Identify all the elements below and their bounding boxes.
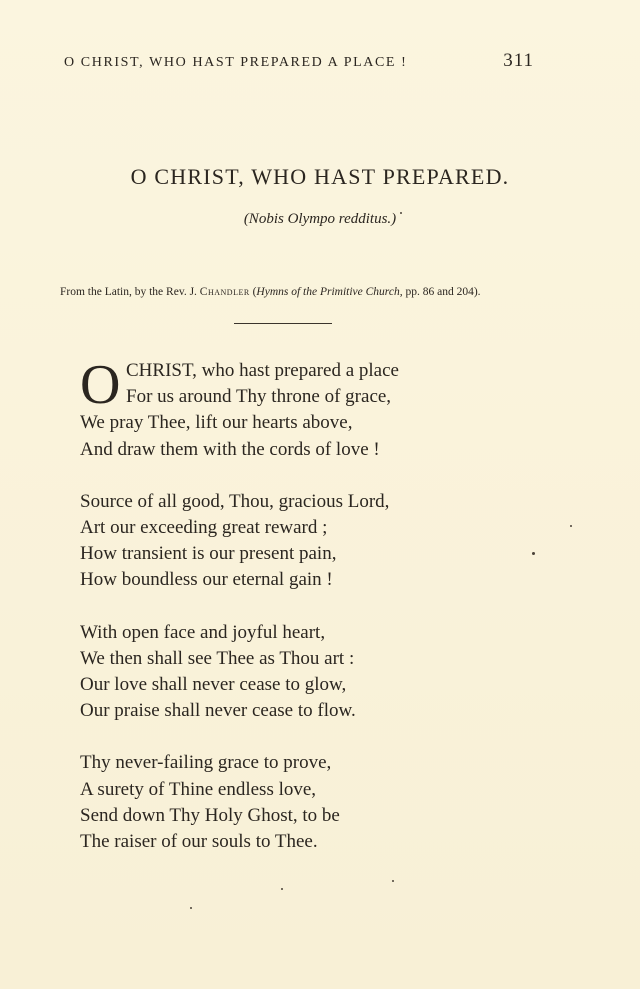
poem-line: Our praise shall never cease to flow. [80,700,356,722]
poem-line: How boundless our eternal gain ! [80,569,333,591]
attribution-work: Hymns of the Primitive Church, [256,286,403,298]
poem-line: How transient is our present pain, [80,543,337,565]
hymn-title: O CHRIST, WHO HAST PREPARED. [130,164,510,189]
poem-line: With open face and joyful heart, [80,621,326,643]
stanza-3 [80,620,550,725]
attribution-open-paren: ( [249,286,257,298]
attribution-suffix: pp. 86 and 204). [402,286,481,298]
paper-speck [400,212,402,214]
poem [80,354,550,881]
poem-line: The raiser of our souls to Thee. [80,831,318,853]
poem-line: Our love shall never cease to glow, [80,674,347,696]
attribution-author: Chandler [199,286,250,298]
stanza-2 [80,489,550,594]
poem-line: CHRIST, who hast prepared a place [126,360,399,381]
poem-line: Thy never-failing grace to prove, [80,752,332,774]
poem-line: Source of all good, Thou, gracious Lord, [80,490,390,512]
section-divider [234,323,332,324]
poem-line: We then shall see Thee as Thou art : [80,647,355,669]
running-head-title: O CHRIST, WHO HAST PREPARED A PLACE ! [64,55,408,70]
attribution-prefix: From the Latin, by the Rev. J. [60,286,200,298]
running-head [64,50,534,72]
drop-cap: O [80,354,121,416]
poem-line: For us around Thy throne of grace, [126,386,392,408]
paper-speck [570,525,572,527]
opening-lines [80,354,550,416]
poem-line: A surety of Thine endless love, [80,778,317,800]
paper-speck [532,552,535,555]
stanza-4 [80,750,550,855]
paper-speck [392,880,394,882]
page-number: 311 [503,50,534,71]
hymn-subtitle: (Nobis Olympo redditus.) [243,211,397,227]
stanza-1 [80,354,550,463]
paper-speck [281,888,283,890]
paper-speck [190,907,192,909]
poem-line: Art our exceeding great reward ; [80,517,328,539]
poem-line: And draw them with the cords of love ! [80,438,380,460]
attribution [38,284,533,301]
poem-line: We pray Thee, lift our hearts above, [80,412,353,434]
poem-line: Send down Thy Holy Ghost, to be [80,804,340,826]
opening-lines-text [126,358,399,410]
